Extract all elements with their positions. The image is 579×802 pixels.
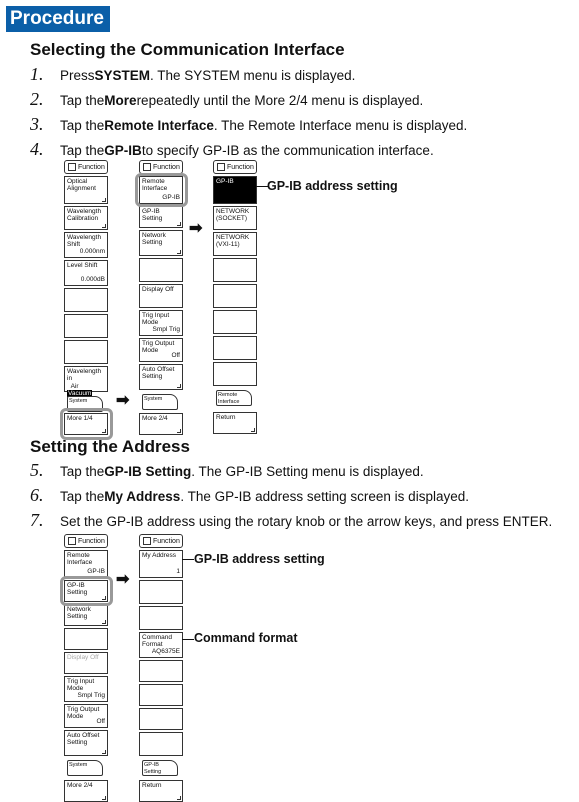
menu-blank-15 bbox=[139, 708, 183, 730]
step-3: 3. Tap the Remote Interface . The Remote Interface menu is displayed. bbox=[30, 114, 468, 134]
command-format-button[interactable]: Command Format AQ6375E bbox=[139, 632, 183, 658]
arrow-right-icon: ➡ bbox=[116, 392, 130, 409]
gpib-setting-button[interactable]: GP-IB Setting bbox=[139, 206, 183, 228]
network-socket-button[interactable]: NETWORK (SOCKET) bbox=[213, 206, 257, 230]
function-icon bbox=[68, 537, 76, 545]
display-off-button[interactable]: Display Off bbox=[139, 284, 183, 308]
menu-panel-remote-interface bbox=[207, 160, 263, 435]
callout-gpib-address-2: GP-IB address setting bbox=[194, 552, 325, 566]
auto-offset-setting-button[interactable]: Auto Offset Setting bbox=[139, 364, 183, 390]
menu-blank-6 bbox=[213, 284, 257, 308]
function-icon bbox=[217, 163, 225, 171]
more-2-4-button[interactable]: More 2/4 bbox=[64, 780, 108, 802]
breadcrumb-remote-interface: Remote Interface bbox=[216, 390, 252, 406]
step-5: 5. Tap the GP-IB Setting . The GP-IB Setting menu is displayed. bbox=[30, 460, 424, 480]
more-1-4-button[interactable]: More 1/4 bbox=[64, 413, 108, 435]
wavelength-shift-button[interactable]: Wavelength Shift 0.000nm bbox=[64, 232, 108, 258]
trig-input-mode-button[interactable]: Trig Input Mode Smpl Trig bbox=[64, 676, 108, 702]
menu-blank-10 bbox=[64, 628, 108, 650]
menu-blank-2 bbox=[64, 314, 108, 338]
function-icon bbox=[68, 163, 76, 171]
trig-output-mode-button[interactable]: Trig Output Mode Off bbox=[64, 704, 108, 728]
function-tab[interactable]: Function bbox=[64, 160, 108, 174]
highlight-remote-interface bbox=[135, 173, 188, 207]
callout-command-format: Command format bbox=[194, 631, 298, 645]
arrow-right-icon: ➡ bbox=[189, 220, 203, 237]
menu-panel-gpib-setting bbox=[133, 534, 189, 796]
return-button[interactable]: Return bbox=[139, 780, 183, 802]
menu-blank-8 bbox=[213, 336, 257, 360]
gpib-setting-button[interactable]: GP-IB Setting bbox=[64, 580, 108, 602]
menu-blank-3 bbox=[64, 340, 108, 364]
section-heading-interface: Selecting the Communication Interface bbox=[30, 40, 345, 59]
function-tab[interactable]: Function bbox=[139, 160, 183, 174]
menu-panel-more2-b bbox=[58, 534, 114, 796]
function-icon bbox=[143, 537, 151, 545]
menu-blank-4 bbox=[139, 258, 183, 282]
optical-alignment-button[interactable]: Optical Alignment bbox=[64, 176, 108, 204]
menu-blank-1 bbox=[64, 288, 108, 312]
leader-line bbox=[182, 559, 194, 560]
arrow-right-icon: ➡ bbox=[116, 571, 130, 588]
auto-offset-setting-button[interactable]: Auto Offset Setting bbox=[64, 730, 108, 756]
step-4: 4. Tap the GP-IB to specify GP-IB as the communication interface. bbox=[30, 139, 434, 159]
function-tab[interactable]: Function bbox=[139, 534, 183, 548]
network-vxi11-button[interactable]: NETWORK (VXI-11) bbox=[213, 232, 257, 256]
menu-panel-more1 bbox=[58, 160, 114, 422]
more-2-4-button[interactable]: More 2/4 bbox=[139, 413, 183, 435]
trig-input-mode-button[interactable]: Trig Input Mode Smpl Trig bbox=[139, 310, 183, 336]
function-icon bbox=[143, 163, 151, 171]
menu-blank-13 bbox=[139, 660, 183, 682]
step-2: 2. Tap the More repeatedly until the More 2/4 menu is displayed. bbox=[30, 89, 424, 109]
menu-blank-7 bbox=[213, 310, 257, 334]
leader-line bbox=[182, 639, 194, 640]
remote-interface-button[interactable]: Remote Interface GP-IB bbox=[64, 550, 108, 578]
procedure-banner: Procedure bbox=[6, 6, 110, 32]
menu-blank-11 bbox=[139, 580, 183, 604]
trig-output-mode-button[interactable]: Trig Output Mode Off bbox=[139, 338, 183, 362]
step-6: 6. Tap the My Address . The GP-IB address setting screen is displayed. bbox=[30, 485, 469, 505]
breadcrumb-system: System bbox=[142, 394, 178, 410]
remote-interface-button[interactable]: Remote Interface GP-IB bbox=[139, 176, 183, 204]
step-1: 1. Press SYSTEM . The SYSTEM menu is displayed. bbox=[30, 64, 356, 84]
breadcrumb-system: System bbox=[67, 396, 103, 412]
menu-blank-12 bbox=[139, 606, 183, 630]
callout-gpib-address: GP-IB address setting bbox=[267, 179, 398, 193]
function-tab[interactable]: Function bbox=[64, 534, 108, 548]
display-off-button[interactable]: Display Off bbox=[64, 652, 108, 674]
step-7: 7. Set the GP-IB address using the rotary knob or the arrow keys, and press ENTER. bbox=[30, 510, 553, 530]
menu-blank-14 bbox=[139, 684, 183, 706]
highlight-gpib-setting bbox=[60, 576, 113, 606]
highlight-more bbox=[60, 408, 113, 440]
menu-blank-9 bbox=[213, 362, 257, 386]
menu-blank-16 bbox=[139, 732, 183, 756]
function-tab[interactable]: Function bbox=[213, 160, 257, 174]
breadcrumb-system: System bbox=[67, 760, 103, 776]
breadcrumb-gpib-setting: GP-IB Setting bbox=[142, 760, 178, 776]
network-setting-button[interactable]: Network Setting bbox=[64, 604, 108, 626]
network-setting-button[interactable]: Network Setting bbox=[139, 230, 183, 256]
wavelength-in-button[interactable]: Wavelength in Air Vacuum bbox=[64, 366, 108, 392]
level-shift-button[interactable]: Level Shift 0.000dB bbox=[64, 260, 108, 286]
my-address-button[interactable]: My Address 1 bbox=[139, 550, 183, 578]
section-heading-address: Setting the Address bbox=[30, 437, 190, 456]
wavelength-calibration-button[interactable]: Wavelength Calibration bbox=[64, 206, 108, 230]
menu-blank-5 bbox=[213, 258, 257, 282]
return-button[interactable]: Return bbox=[213, 412, 257, 434]
gpib-button[interactable]: GP-IB bbox=[213, 176, 257, 204]
